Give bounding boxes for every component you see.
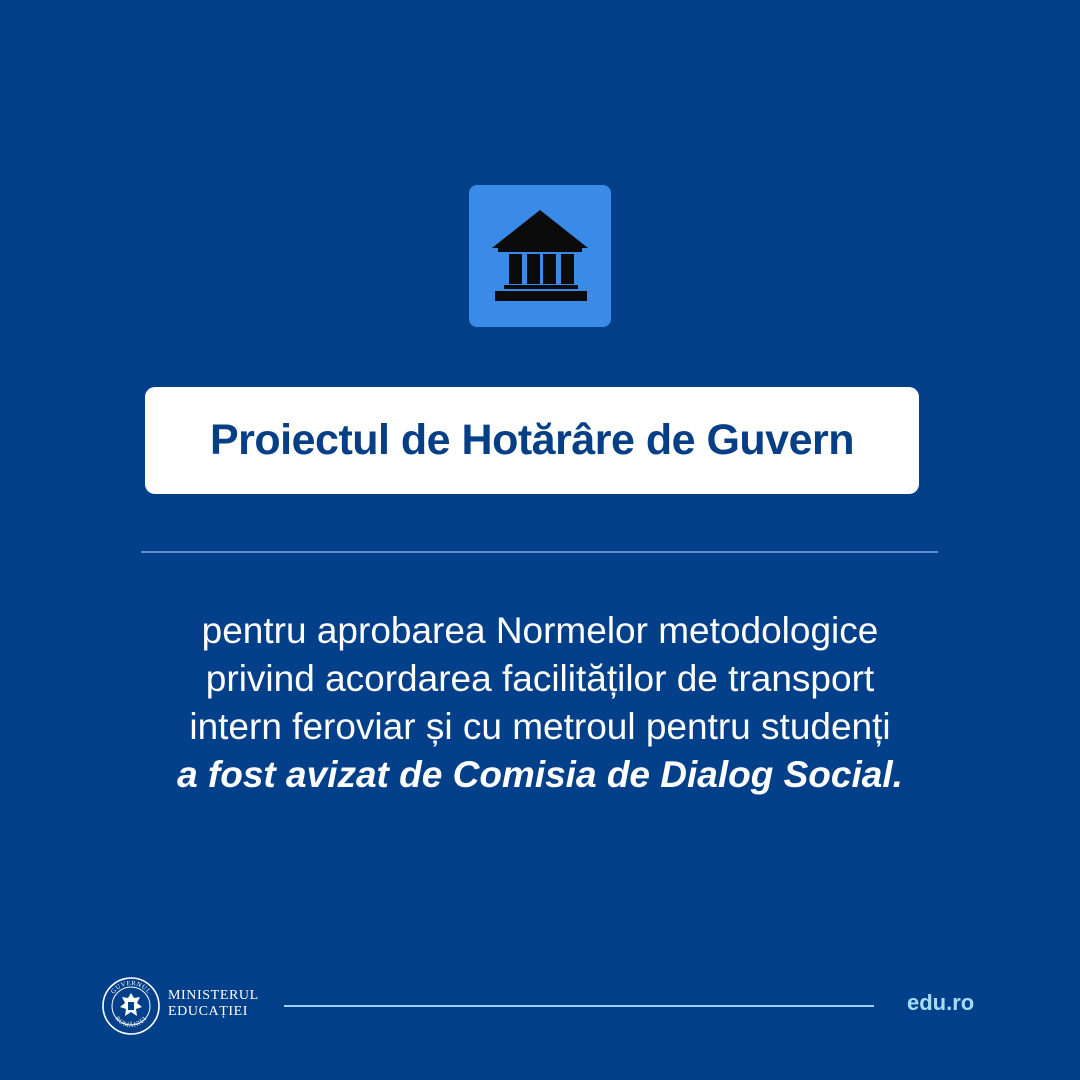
body-text (90, 607, 990, 799)
government-seal-logo (101, 976, 161, 1036)
footer-divider (284, 1005, 874, 1007)
svg-text:GUVERNUL: GUVERNUL (109, 979, 153, 996)
body-line-1: pentru aprobarea Normelor metodologice (201, 610, 879, 651)
page-title: Proiectul de Hotărâre de Guvern (209, 416, 855, 464)
body-emphasis: a fost avizat de Comisia de Dialog Social. (177, 754, 903, 795)
government-building-icon (491, 207, 589, 305)
svg-text:ROMÂNIEI: ROMÂNIEI (113, 1015, 149, 1030)
divider (141, 551, 938, 553)
ministry-line-2: EDUCAȚIEI (168, 1004, 249, 1019)
ministry-name (168, 988, 259, 1020)
body-line-2: privind acordarea facilităților de transport (205, 658, 875, 699)
title-banner (145, 387, 919, 494)
icon-box (469, 185, 611, 327)
website-link[interactable]: edu.ro (907, 990, 975, 1015)
body-line-3: intern feroviar și cu metroul pentru studenți (189, 706, 891, 747)
ministry-line-1: MINISTERUL (168, 988, 259, 1003)
